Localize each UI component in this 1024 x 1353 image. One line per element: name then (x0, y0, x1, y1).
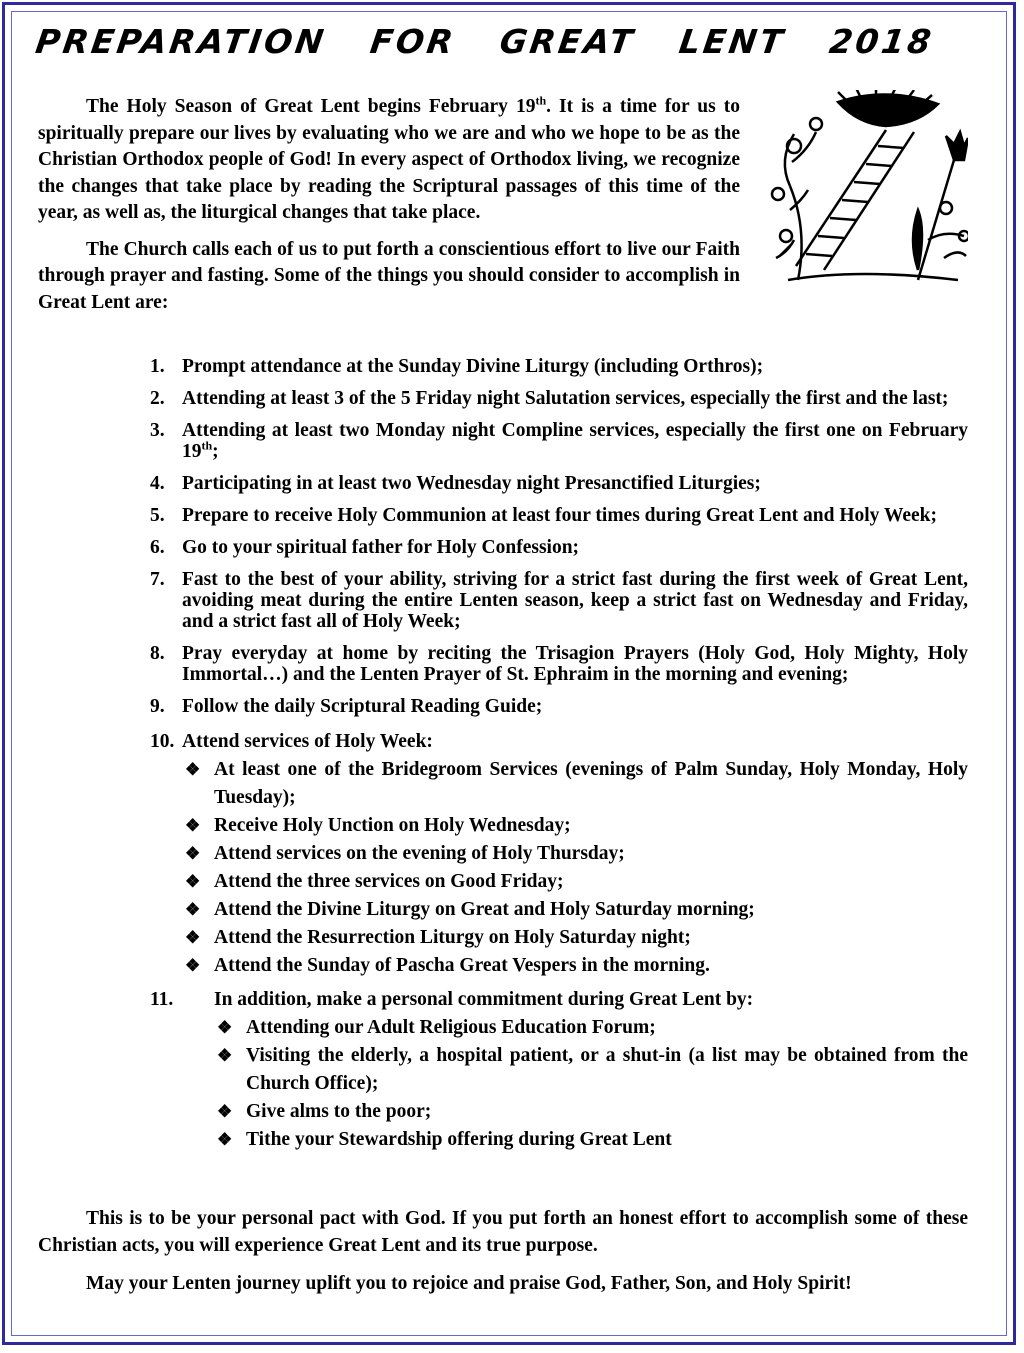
sub-list-item: ❖ Attend the Resurrection Liturgy on Holy Saturday night; (182, 924, 968, 952)
list-item: 1. Prompt attendance at the Sunday Divine Liturgy (including Orthros); (150, 356, 764, 377)
intro-text-b: . It is a time for us to spiritually prepare our lives by evaluating who we are and who we hope to be as the Christian Orthodox people of God! In every aspect of Orthodox living, we recognize the changes that take place by reading the Scriptural passages of this time of the year, as well as, the liturgical changes that take place. (38, 96, 740, 223)
diamond-bullet-icon: ❖ (185, 844, 201, 863)
radiant-sun-icon (838, 94, 938, 126)
sub-list-item: ❖ Tithe your Stewardship offering during Great Lent (214, 1126, 968, 1154)
flower-right-icon (913, 132, 968, 280)
diamond-bullet-icon: ❖ (185, 928, 201, 947)
ground-line-icon (788, 274, 958, 280)
intro-superscript: th (535, 93, 547, 108)
list-item: 9. Follow the daily Scriptural Reading Guide; (150, 696, 543, 717)
intro-text-a: The Holy Season of Great Lent begins February 19 (86, 96, 536, 117)
page-title: PREPARATION FOR GREAT LENT 2018 (33, 22, 937, 61)
sub-list-item: ❖ Attending our Adult Religious Education Forum; (214, 1014, 968, 1042)
list-item: 3. Attending at least two Monday night Compline services, especially the first one on February 19th; (150, 420, 968, 462)
list-item: 8. Pray everyday at home by reciting the Trisagion Prayers (Holy God, Holy Mighty, Holy Immortal…) and the Lenten Prayer of St. Ephraim in the morning and evening; (150, 643, 968, 685)
ladder-icon (796, 130, 914, 270)
sub-list-item: ❖ Give alms to the poor; (214, 1098, 968, 1126)
diamond-bullet-icon: ❖ (217, 1046, 233, 1065)
closing-paragraph-1: This is to be your personal pact with God. If you put forth an honest effort to accomplish some of these Christian acts, you will experience Great Lent and its true purpose. (38, 1208, 968, 1256)
diamond-bullet-icon: ❖ (185, 816, 201, 835)
diamond-bullet-icon: ❖ (185, 956, 201, 975)
sub-list-item: ❖ Attend the Divine Liturgy on Great and Holy Saturday morning; (182, 896, 968, 924)
diamond-bullet-icon: ❖ (217, 1018, 233, 1037)
closing-paragraph-2: May your Lenten journey uplift you to rejoice and praise God, Father, Son, and Holy Spirit! (86, 1273, 852, 1294)
ladder-flowers-illustration (768, 90, 968, 286)
closing-section (38, 1206, 968, 1310)
list-item: 2. Attending at least 3 of the 5 Friday night Salutation services, especially the first and the last; (150, 388, 949, 409)
lent-checklist (150, 356, 968, 1154)
diamond-bullet-icon: ❖ (217, 1130, 233, 1149)
sub-list-item: ❖ Attend services on the evening of Holy Thursday; (182, 840, 968, 868)
list-item: 4. Participating in at least two Wednesday night Presanctified Liturgies; (150, 473, 761, 494)
sub-list-item: ❖ Attend the three services on Good Friday; (182, 868, 968, 896)
diamond-bullet-icon: ❖ (185, 900, 201, 919)
list-item: 5. Prepare to receive Holy Communion at least four times during Great Lent and Holy Week; (150, 505, 938, 526)
diamond-bullet-icon: ❖ (185, 760, 201, 779)
list-item: 6. Go to your spiritual father for Holy Confession; (150, 537, 580, 558)
diamond-bullet-icon: ❖ (185, 872, 201, 891)
list-item-holy-week: 10. Attend services of Holy Week: ❖ At least one of the Bridegroom Services (evenings of Palm Sunday, Holy Monday, Holy Tuesday); ❖ Receive Holy Unction on Holy Wednesday; ❖ Attend services on the evening of Holy Thursday; ❖ Attend the three services on Good Friday; ❖ Attend the Divine Liturgy on Great and Holy Saturday morning; ❖ Attend the Resurrection Liturgy on Holy Saturday night; ❖ Attend the Sunday of Pascha Great Vespers in the morning. (150, 728, 968, 980)
holy-week-sublist (182, 756, 968, 980)
intro-section (38, 94, 740, 326)
intro-paragraph-2: The Church calls each of us to put forth a conscientious effort to live our Faith through prayer and fasting. Some of the things you should consider to accomplish in Great Lent are: (38, 238, 740, 313)
commitment-sublist (214, 1014, 968, 1154)
sub-list-item: ❖ At least one of the Bridegroom Services (evenings of Palm Sunday, Holy Monday, Holy Tuesday); (182, 756, 968, 812)
sub-list-item: ❖ Receive Holy Unction on Holy Wednesday; (182, 812, 968, 840)
list-item: 7. Fast to the best of your ability, striving for a strict fast during the first week of Great Lent, avoiding meat during the entire Lenten season, keep a strict fast on Wednesday and Friday, and a strict fast all of Holy Week; (150, 569, 968, 632)
sub-list-item: ❖ Attend the Sunday of Pascha Great Vespers in the morning. (182, 952, 968, 980)
sub-list-item: ❖ Visiting the elderly, a hospital patient, or a shut-in (a list may be obtained from the Church Office); (214, 1042, 968, 1098)
diamond-bullet-icon: ❖ (217, 1102, 233, 1121)
intro-paragraph-1 (38, 94, 740, 227)
list-item-personal-commitment: 11. In addition, make a personal commitment during Great Lent by: ❖ Attending our Adult Religious Education Forum; ❖ Visiting the elderly, a hospital patient, or a shut-in (a list may be obtained from the Church Office); ❖ Give alms to the poor; ❖ Tithe your Stewardship offering during Great Lent (150, 986, 968, 1154)
